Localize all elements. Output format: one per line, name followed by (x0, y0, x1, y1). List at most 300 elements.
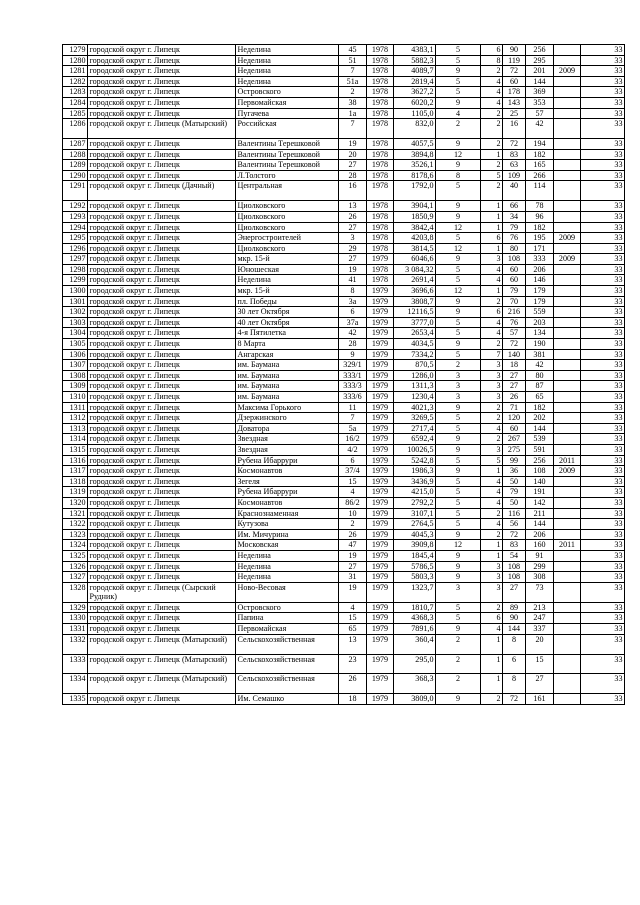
cell-house-number: 4/2 (339, 444, 367, 455)
cell-row-number: 1307 (63, 360, 88, 371)
cell-residents: 202 (526, 413, 554, 424)
cell-residents: 381 (526, 349, 554, 360)
cell-municipality: городской округ г. Липецк (88, 402, 236, 413)
cell-area: 5882,3 (394, 55, 436, 66)
cell-area: 3627,2 (394, 87, 436, 98)
cell-apartments: 80 (503, 243, 526, 254)
table-row (63, 97, 625, 108)
cell-floors: 9 (436, 97, 481, 108)
cell-year-built: 1979 (367, 674, 394, 694)
cell-entrances: 4 (481, 317, 503, 328)
cell-repair-year (554, 413, 581, 424)
cell-entrances: 5 (481, 455, 503, 466)
cell-municipality: городской округ г. Липецк (88, 149, 236, 160)
cell-entrances: 3 (481, 381, 503, 392)
cell-year-built: 1978 (367, 222, 394, 233)
cell-floors: 9 (436, 139, 481, 150)
table-row (63, 572, 625, 583)
cell-repair-year (554, 119, 581, 139)
cell-residents: 256 (526, 45, 554, 56)
cell-municipality: городской округ г. Липецк (88, 561, 236, 572)
table-row (63, 222, 625, 233)
cell-residents: 142 (526, 497, 554, 508)
cell-year-built: 1978 (367, 233, 394, 244)
cell-floors: 9 (436, 339, 481, 350)
cell-repair-year (554, 181, 581, 201)
cell-area: 1850,9 (394, 211, 436, 222)
table-row (63, 181, 625, 201)
cell-row-number: 1292 (63, 201, 88, 212)
cell-repair-year: 2009 (554, 233, 581, 244)
cell-residents: 134 (526, 328, 554, 339)
cell-house-number: 333/3 (339, 381, 367, 392)
cell-municipality: городской округ г. Липецк (88, 444, 236, 455)
cell-region-code: 33 (581, 181, 625, 201)
cell-entrances: 4 (481, 519, 503, 530)
cell-house-number: 28 (339, 170, 367, 181)
cell-entrances: 3 (481, 582, 503, 602)
cell-floors: 3 (436, 582, 481, 602)
table-row (63, 508, 625, 519)
cell-residents: 42 (526, 119, 554, 139)
cell-apartments: 79 (503, 487, 526, 498)
table-row (63, 423, 625, 434)
cell-residents: 65 (526, 392, 554, 403)
cell-row-number: 1321 (63, 508, 88, 519)
cell-floors: 2 (436, 119, 481, 139)
cell-entrances: 6 (481, 45, 503, 56)
cell-repair-year (554, 694, 581, 705)
cell-residents: 247 (526, 613, 554, 624)
cell-region-code: 33 (581, 149, 625, 160)
cell-floors: 5 (436, 55, 481, 66)
cell-year-built: 1979 (367, 529, 394, 540)
cell-region-code: 33 (581, 160, 625, 171)
cell-repair-year (554, 108, 581, 119)
cell-year-built: 1979 (367, 328, 394, 339)
cell-street: им. Баумана (236, 381, 339, 392)
cell-apartments: 216 (503, 307, 526, 318)
cell-street: 30 лет Октября (236, 307, 339, 318)
cell-municipality: городской округ г. Липецк (88, 540, 236, 551)
cell-row-number: 1329 (63, 602, 88, 613)
cell-area: 3814,5 (394, 243, 436, 254)
cell-floors: 5 (436, 413, 481, 424)
cell-floors: 9 (436, 254, 481, 265)
cell-year-built: 1979 (367, 613, 394, 624)
cell-area: 4045,3 (394, 529, 436, 540)
cell-house-number: 37а (339, 317, 367, 328)
cell-floors: 3 (436, 381, 481, 392)
cell-year-built: 1979 (367, 286, 394, 297)
cell-residents: 299 (526, 561, 554, 572)
table-row (63, 243, 625, 254)
cell-region-code: 33 (581, 602, 625, 613)
cell-apartments: 16 (503, 119, 526, 139)
cell-region-code: 33 (581, 264, 625, 275)
cell-entrances: 4 (481, 476, 503, 487)
cell-entrances: 4 (481, 97, 503, 108)
cell-residents: 179 (526, 286, 554, 297)
table-row (63, 108, 625, 119)
cell-repair-year: 2011 (554, 540, 581, 551)
cell-house-number: 2 (339, 519, 367, 530)
cell-area: 3909,8 (394, 540, 436, 551)
cell-entrances: 1 (481, 466, 503, 477)
cell-street: Рубена Ибаррури (236, 455, 339, 466)
cell-row-number: 1302 (63, 307, 88, 318)
cell-entrances: 4 (481, 275, 503, 286)
cell-residents: 91 (526, 550, 554, 561)
cell-year-built: 1978 (367, 119, 394, 139)
cell-apartments: 79 (503, 286, 526, 297)
cell-repair-year (554, 360, 581, 371)
cell-municipality: городской округ г. Липецк (Дачный) (88, 181, 236, 201)
cell-municipality: городской округ г. Липецк (88, 307, 236, 318)
cell-year-built: 1979 (367, 254, 394, 265)
table-row (63, 160, 625, 171)
cell-residents: 333 (526, 254, 554, 265)
cell-apartments: 60 (503, 423, 526, 434)
cell-year-built: 1978 (367, 55, 394, 66)
table-row (63, 254, 625, 265)
cell-region-code: 33 (581, 392, 625, 403)
table-row (63, 381, 625, 392)
cell-region-code: 33 (581, 476, 625, 487)
cell-entrances: 3 (481, 254, 503, 265)
cell-year-built: 1979 (367, 317, 394, 328)
cell-area: 3809,0 (394, 694, 436, 705)
cell-street: Первомайская (236, 624, 339, 635)
table-row (63, 370, 625, 381)
cell-year-built: 1979 (367, 582, 394, 602)
cell-house-number: 16/2 (339, 434, 367, 445)
cell-municipality: городской округ г. Липецк (88, 370, 236, 381)
cell-year-built: 1979 (367, 307, 394, 318)
cell-house-number: 26 (339, 211, 367, 222)
cell-entrances: 1 (481, 201, 503, 212)
cell-street: Валентины Терешковой (236, 139, 339, 150)
table-row (63, 233, 625, 244)
table-row (63, 550, 625, 561)
cell-residents: 213 (526, 602, 554, 613)
cell-area: 7334,2 (394, 349, 436, 360)
cell-entrances: 8 (481, 55, 503, 66)
cell-row-number: 1290 (63, 170, 88, 181)
cell-entrances: 2 (481, 296, 503, 307)
table-row (63, 540, 625, 551)
cell-municipality: городской округ г. Липецк (Матырский) (88, 634, 236, 654)
cell-region-code: 33 (581, 296, 625, 307)
cell-residents: 87 (526, 381, 554, 392)
cell-region-code: 33 (581, 423, 625, 434)
cell-residents: 42 (526, 360, 554, 371)
cell-region-code: 33 (581, 582, 625, 602)
cell-entrances: 7 (481, 349, 503, 360)
cell-year-built: 1978 (367, 170, 394, 181)
cell-apartments: 76 (503, 233, 526, 244)
cell-region-code: 33 (581, 201, 625, 212)
cell-repair-year (554, 613, 581, 624)
cell-row-number: 1308 (63, 370, 88, 381)
cell-house-number: 51а (339, 76, 367, 87)
cell-region-code: 33 (581, 466, 625, 477)
cell-municipality: городской округ г. Липецк (88, 455, 236, 466)
cell-year-built: 1979 (367, 413, 394, 424)
cell-year-built: 1979 (367, 572, 394, 583)
cell-row-number: 1286 (63, 119, 88, 139)
cell-entrances: 3 (481, 572, 503, 583)
cell-repair-year: 2009 (554, 466, 581, 477)
table-row (63, 402, 625, 413)
cell-area: 4368,3 (394, 613, 436, 624)
cell-street: Юношеская (236, 264, 339, 275)
cell-repair-year (554, 572, 581, 583)
cell-row-number: 1279 (63, 45, 88, 56)
cell-area: 3894,8 (394, 149, 436, 160)
cell-entrances: 2 (481, 339, 503, 350)
cell-street: Неделина (236, 66, 339, 77)
cell-house-number: 27 (339, 254, 367, 265)
cell-year-built: 1978 (367, 149, 394, 160)
cell-row-number: 1318 (63, 476, 88, 487)
cell-municipality: городской округ г. Липецк (88, 497, 236, 508)
cell-floors: 9 (436, 66, 481, 77)
cell-floors: 5 (436, 423, 481, 434)
cell-row-number: 1312 (63, 413, 88, 424)
cell-residents: 211 (526, 508, 554, 519)
cell-year-built: 1978 (367, 97, 394, 108)
cell-residents: 114 (526, 181, 554, 201)
cell-municipality: городской округ г. Липецк (88, 243, 236, 254)
cell-region-code: 33 (581, 317, 625, 328)
cell-area: 4203,8 (394, 233, 436, 244)
cell-area: 1286,0 (394, 370, 436, 381)
cell-area: 2792,2 (394, 497, 436, 508)
cell-area: 2717,4 (394, 423, 436, 434)
cell-entrances: 2 (481, 181, 503, 201)
cell-street: Им. Семашко (236, 694, 339, 705)
cell-repair-year (554, 87, 581, 98)
cell-street: Максима Горького (236, 402, 339, 413)
cell-house-number: 23 (339, 654, 367, 674)
cell-apartments: 66 (503, 201, 526, 212)
cell-municipality: городской округ г. Липецк (88, 550, 236, 561)
cell-floors: 9 (436, 444, 481, 455)
cell-municipality: городской округ г. Липецк (88, 466, 236, 477)
cell-apartments: 72 (503, 139, 526, 150)
cell-street: им. Баумана (236, 360, 339, 371)
cell-entrances: 2 (481, 139, 503, 150)
cell-row-number: 1291 (63, 181, 88, 201)
cell-apartments: 72 (503, 339, 526, 350)
cell-entrances: 1 (481, 654, 503, 674)
cell-residents: 78 (526, 201, 554, 212)
cell-region-code: 33 (581, 45, 625, 56)
cell-apartments: 26 (503, 392, 526, 403)
cell-entrances: 5 (481, 170, 503, 181)
cell-municipality: городской округ г. Липецк (Матырский) (88, 654, 236, 674)
cell-row-number: 1298 (63, 264, 88, 275)
cell-municipality: городской округ г. Липецк (88, 275, 236, 286)
cell-row-number: 1281 (63, 66, 88, 77)
cell-row-number: 1334 (63, 674, 88, 694)
cell-floors: 9 (436, 561, 481, 572)
cell-residents: 27 (526, 674, 554, 694)
cell-year-built: 1979 (367, 508, 394, 519)
cell-entrances: 1 (481, 222, 503, 233)
cell-street: мкр. 15-й (236, 286, 339, 297)
cell-street: Звездная (236, 434, 339, 445)
cell-street: Циолковского (236, 211, 339, 222)
cell-region-code: 33 (581, 243, 625, 254)
cell-apartments: 108 (503, 561, 526, 572)
cell-floors: 9 (436, 529, 481, 540)
cell-floors: 5 (436, 487, 481, 498)
cell-municipality: городской округ г. Липецк (88, 97, 236, 108)
cell-street: Сельскохозяйственная (236, 634, 339, 654)
cell-region-code: 33 (581, 402, 625, 413)
cell-street: Космонавтов (236, 466, 339, 477)
cell-house-number: 7 (339, 119, 367, 139)
cell-entrances: 2 (481, 402, 503, 413)
cell-apartments: 25 (503, 108, 526, 119)
table-row (63, 201, 625, 212)
cell-street: Циолковского (236, 222, 339, 233)
cell-region-code: 33 (581, 275, 625, 286)
cell-residents: 182 (526, 149, 554, 160)
cell-row-number: 1293 (63, 211, 88, 222)
cell-area: 4021,3 (394, 402, 436, 413)
cell-municipality: городской округ г. Липецк (88, 108, 236, 119)
cell-area: 7891,6 (394, 624, 436, 635)
document-page (62, 44, 623, 705)
cell-entrances: 1 (481, 550, 503, 561)
cell-region-code: 33 (581, 76, 625, 87)
cell-year-built: 1979 (367, 550, 394, 561)
cell-area: 5803,3 (394, 572, 436, 583)
cell-area: 4034,5 (394, 339, 436, 350)
cell-street: Звездная (236, 444, 339, 455)
cell-year-built: 1978 (367, 66, 394, 77)
cell-house-number: 11 (339, 402, 367, 413)
cell-row-number: 1311 (63, 402, 88, 413)
cell-region-code: 33 (581, 444, 625, 455)
cell-region-code: 33 (581, 307, 625, 318)
cell-apartments: 89 (503, 602, 526, 613)
cell-entrances: 3 (481, 370, 503, 381)
cell-entrances: 3 (481, 392, 503, 403)
cell-year-built: 1979 (367, 561, 394, 572)
cell-floors: 9 (436, 694, 481, 705)
table-row (63, 55, 625, 66)
table-row (63, 434, 625, 445)
cell-year-built: 1979 (367, 602, 394, 613)
cell-floors: 5 (436, 275, 481, 286)
cell-region-code: 33 (581, 66, 625, 77)
cell-region-code: 33 (581, 694, 625, 705)
cell-floors: 12 (436, 540, 481, 551)
cell-street: Доватора (236, 423, 339, 434)
cell-street: Островского (236, 87, 339, 98)
cell-row-number: 1310 (63, 392, 88, 403)
cell-year-built: 1978 (367, 211, 394, 222)
cell-floors: 5 (436, 613, 481, 624)
table-row (63, 264, 625, 275)
cell-floors: 5 (436, 508, 481, 519)
cell-residents: 144 (526, 519, 554, 530)
cell-region-code: 33 (581, 497, 625, 508)
cell-repair-year (554, 392, 581, 403)
cell-repair-year (554, 76, 581, 87)
cell-repair-year: 2009 (554, 254, 581, 265)
cell-street: им. Баумана (236, 370, 339, 381)
cell-municipality: городской округ г. Липецк (88, 328, 236, 339)
cell-apartments: 178 (503, 87, 526, 98)
cell-apartments: 70 (503, 296, 526, 307)
cell-year-built: 1979 (367, 624, 394, 635)
cell-house-number: 51 (339, 55, 367, 66)
cell-repair-year (554, 55, 581, 66)
cell-repair-year (554, 550, 581, 561)
cell-house-number: 4 (339, 487, 367, 498)
cell-row-number: 1323 (63, 529, 88, 540)
cell-municipality: городской округ г. Липецк (88, 529, 236, 540)
cell-region-code: 33 (581, 254, 625, 265)
cell-house-number: 37/4 (339, 466, 367, 477)
table-row (63, 602, 625, 613)
cell-street: Им. Мичурина (236, 529, 339, 540)
cell-house-number: 31 (339, 572, 367, 583)
cell-entrances: 2 (481, 694, 503, 705)
cell-row-number: 1330 (63, 613, 88, 624)
cell-area: 12116,5 (394, 307, 436, 318)
cell-region-code: 33 (581, 624, 625, 635)
cell-house-number: 15 (339, 613, 367, 624)
cell-repair-year (554, 307, 581, 318)
cell-municipality: городской округ г. Липецк (88, 613, 236, 624)
cell-entrances: 2 (481, 529, 503, 540)
cell-region-code: 33 (581, 413, 625, 424)
cell-row-number: 1283 (63, 87, 88, 98)
cell-street: Л.Толстого (236, 170, 339, 181)
cell-house-number: 1а (339, 108, 367, 119)
cell-region-code: 33 (581, 381, 625, 392)
cell-year-built: 1979 (367, 381, 394, 392)
cell-year-built: 1979 (367, 654, 394, 674)
cell-entrances: 1 (481, 243, 503, 254)
cell-apartments: 60 (503, 275, 526, 286)
cell-house-number: 19 (339, 550, 367, 561)
cell-floors: 5 (436, 76, 481, 87)
cell-year-built: 1979 (367, 423, 394, 434)
cell-floors: 2 (436, 634, 481, 654)
cell-repair-year (554, 243, 581, 254)
cell-street: Неделина (236, 76, 339, 87)
cell-street: 40 лет Октября (236, 317, 339, 328)
cell-year-built: 1978 (367, 108, 394, 119)
cell-row-number: 1296 (63, 243, 88, 254)
cell-row-number: 1313 (63, 423, 88, 434)
cell-row-number: 1297 (63, 254, 88, 265)
cell-municipality: городской округ г. Липецк (88, 624, 236, 635)
cell-year-built: 1979 (367, 402, 394, 413)
table-row (63, 466, 625, 477)
cell-house-number: 19 (339, 139, 367, 150)
cell-repair-year (554, 201, 581, 212)
cell-region-code: 33 (581, 540, 625, 551)
cell-street: Циолковского (236, 243, 339, 254)
